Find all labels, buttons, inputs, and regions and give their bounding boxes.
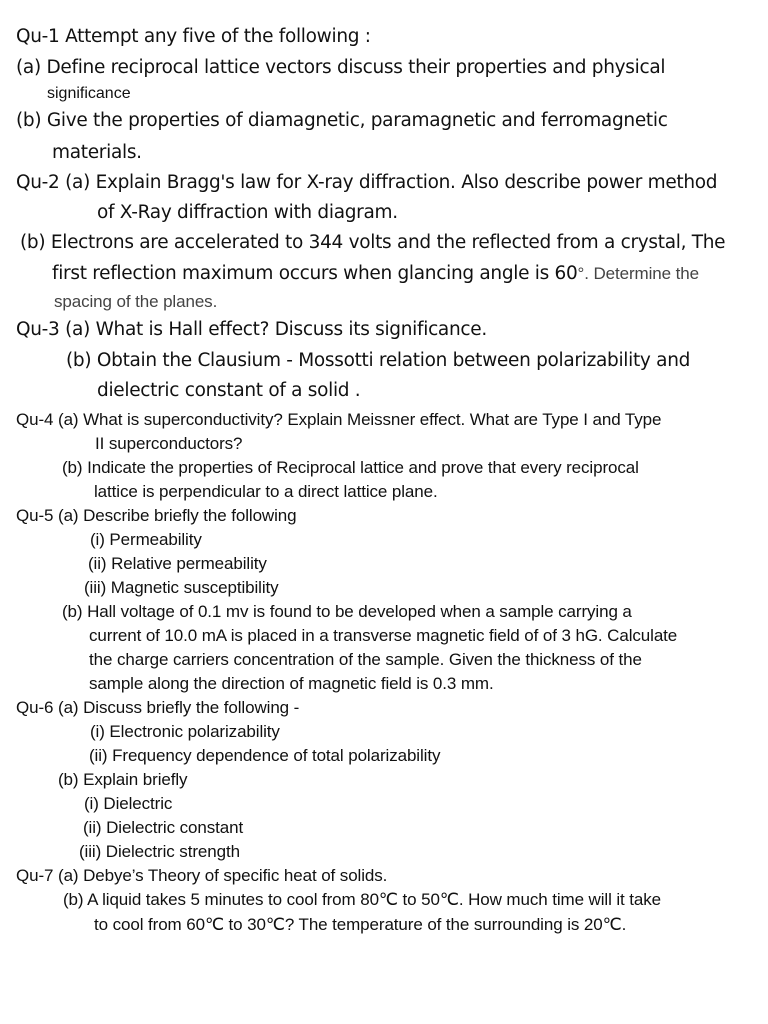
qu4-b-line2: lattice is perpendicular to a direct lattice plane. — [94, 482, 438, 501]
qu1-a-line1: (a) Define reciprocal lattice vectors discuss their properties and physical — [16, 57, 666, 78]
qu6-a-ii: (ii) Frequency dependence of total polarizability — [89, 746, 441, 765]
qu5-b-line4: sample along the direction of magnetic field is 0.3 mm. — [89, 674, 494, 693]
qu5-b-line2: current of 10.0 mA is placed in a transverse magnetic field of of 3 hG. Calculate — [89, 626, 678, 645]
qu6-b-ii: (ii) Dielectric constant — [83, 818, 244, 837]
qu2-b-line2-main: first reflection maximum occurs when glancing angle is 60 — [52, 263, 578, 284]
qu2-a-line1: Qu-2 (a) Explain Bragg's law for X-ray diffraction. Also describe power method — [16, 172, 718, 193]
qu4-b-line1: (b) Indicate the properties of Reciprocal lattice and prove that every reciprocal — [62, 458, 639, 477]
qu3-a: Qu-3 (a) What is Hall effect? Discuss its significance. — [16, 319, 487, 340]
qu1-heading: Qu-1 Attempt any five of the following : — [16, 26, 371, 47]
qu5-b-line1: (b) Hall voltage of 0.1 mv is found to be developed when a sample carrying a — [62, 602, 632, 621]
qu6-a-i: (i) Electronic polarizability — [90, 722, 280, 741]
qu1-a-line2: significance — [47, 85, 131, 102]
qu3-b-line2: dielectric constant of a solid . — [97, 380, 361, 401]
qu2-b-line2-tail: °. Determine the — [577, 264, 699, 283]
qu2-b-line2 — [52, 265, 699, 284]
qu4-a-line2: II superconductors? — [95, 434, 243, 453]
qu6-b-iii: (iii) Dielectric strength — [79, 842, 240, 861]
qu4-a-line1: Qu-4 (a) What is superconductivity? Explain Meissner effect. What are Type I and Type — [16, 410, 662, 429]
qu6-b-heading: (b) Explain briefly — [58, 770, 188, 789]
qu1-b-line2: materials. — [52, 142, 142, 163]
qu2-b-line3: spacing of the planes. — [54, 292, 218, 311]
qu1-b-line1: (b) Give the properties of diamagnetic, paramagnetic and ferromagnetic — [16, 110, 668, 131]
qu3-b-line1: (b) Obtain the Clausium - Mossotti relation between polarizability and — [66, 350, 691, 371]
qu5-b-line3: the charge carriers concentration of the sample. Given the thickness of the — [89, 650, 642, 669]
qu5-a-ii: (ii) Relative permeability — [88, 554, 267, 573]
qu5-a-iii: (iii) Magnetic susceptibility — [84, 578, 279, 597]
qu5-a-heading: Qu-5 (a) Describe briefly the following — [16, 506, 297, 525]
qu6-b-i: (i) Dielectric — [84, 794, 173, 813]
qu7-a: Qu-7 (a) Debye’s Theory of specific heat of solids. — [16, 866, 388, 885]
qu7-b-line2: to cool from 60℃ to 30℃? The temperature of the surrounding is 20℃. — [94, 915, 627, 934]
qu2-a-line2: of X-Ray diffraction with diagram. — [97, 202, 398, 223]
qu5-a-i: (i) Permeability — [90, 530, 202, 549]
qu7-b-line1: (b) A liquid takes 5 minutes to cool from 80℃ to 50℃. How much time will it take — [63, 890, 662, 909]
qu6-a-heading: Qu-6 (a) Discuss briefly the following - — [16, 698, 300, 717]
qu2-b-line1: (b) Electrons are accelerated to 344 volts and the reflected from a crystal, The — [20, 232, 726, 253]
